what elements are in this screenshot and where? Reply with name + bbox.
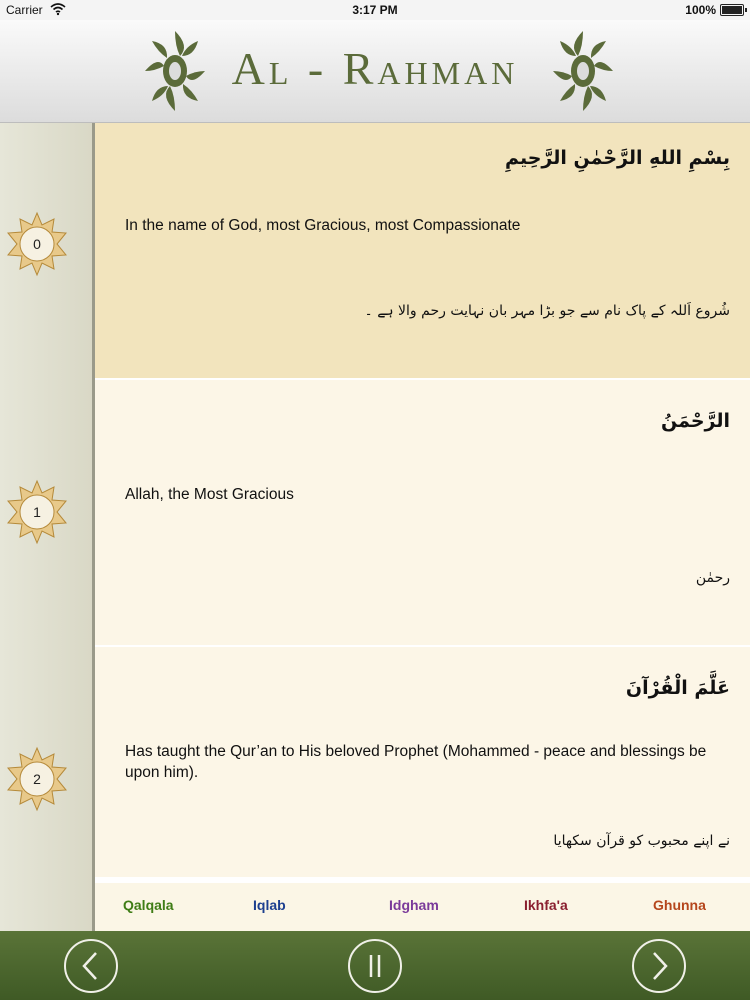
chevron-left-icon — [66, 941, 116, 991]
verse-english: Allah, the Most Gracious — [125, 486, 294, 503]
previous-button[interactable] — [64, 939, 118, 993]
playback-toolbar — [0, 931, 750, 1000]
verse-arabic: بِسْمِ اللهِ الرَّحْمٰنِ الرَّحِيمِ — [505, 147, 730, 169]
pause-icon — [350, 941, 400, 991]
legend-iqlab[interactable]: Iqlab — [253, 897, 286, 913]
verse-urdu: نے اپنے محبوب کو قرآن سکھایا — [553, 833, 730, 849]
app-header — [0, 20, 750, 123]
next-button[interactable] — [632, 939, 686, 993]
verse-number: 1 — [33, 504, 41, 520]
verse-urdu: رحمٰن — [695, 570, 730, 586]
verse-number-badge — [4, 746, 70, 812]
chevron-right-icon — [634, 941, 684, 991]
legend-qalqala[interactable]: Qalqala — [123, 897, 174, 913]
tajweed-legend — [95, 880, 750, 933]
status-bar — [0, 0, 750, 20]
verse-number-badge — [4, 479, 70, 545]
battery-icon — [720, 4, 744, 16]
verse-urdu: شُروع اَللہ کے پاک نام سے جو بڑا مہر بان نہایت رحم والا ہے ۔ — [364, 303, 730, 319]
ornament-right-icon — [548, 26, 618, 116]
verse-arabic: عَلَّمَ الْقُرْآنَ — [625, 677, 730, 699]
page-title: Al - Rahman — [231, 43, 519, 94]
verse-row-1[interactable] — [95, 380, 750, 648]
verse-english: In the name of God, most Gracious, most Compassionate — [125, 217, 521, 234]
legend-ghunna[interactable]: Ghunna — [653, 897, 706, 913]
verse-arabic: الرَّحْمَنُ — [661, 410, 730, 432]
clock: 3:17 PM — [352, 3, 398, 17]
verse-number: 2 — [33, 771, 41, 787]
pause-button[interactable] — [348, 939, 402, 993]
carrier-label: Carrier — [6, 3, 43, 17]
legend-ikhfaa[interactable]: Ikhfa'a — [524, 897, 568, 913]
legend-idgham[interactable]: Idgham — [389, 897, 439, 913]
verse-row-0[interactable] — [95, 123, 750, 381]
verse-english: Has taught the Qur’an to His beloved Prophet (Mohammed - peace and blessings be upon him). — [125, 743, 707, 781]
verse-row-2[interactable] — [95, 647, 750, 880]
verse-number-badge — [4, 211, 70, 277]
battery-percent: 100% — [685, 3, 716, 17]
verse-number: 0 — [33, 236, 41, 252]
